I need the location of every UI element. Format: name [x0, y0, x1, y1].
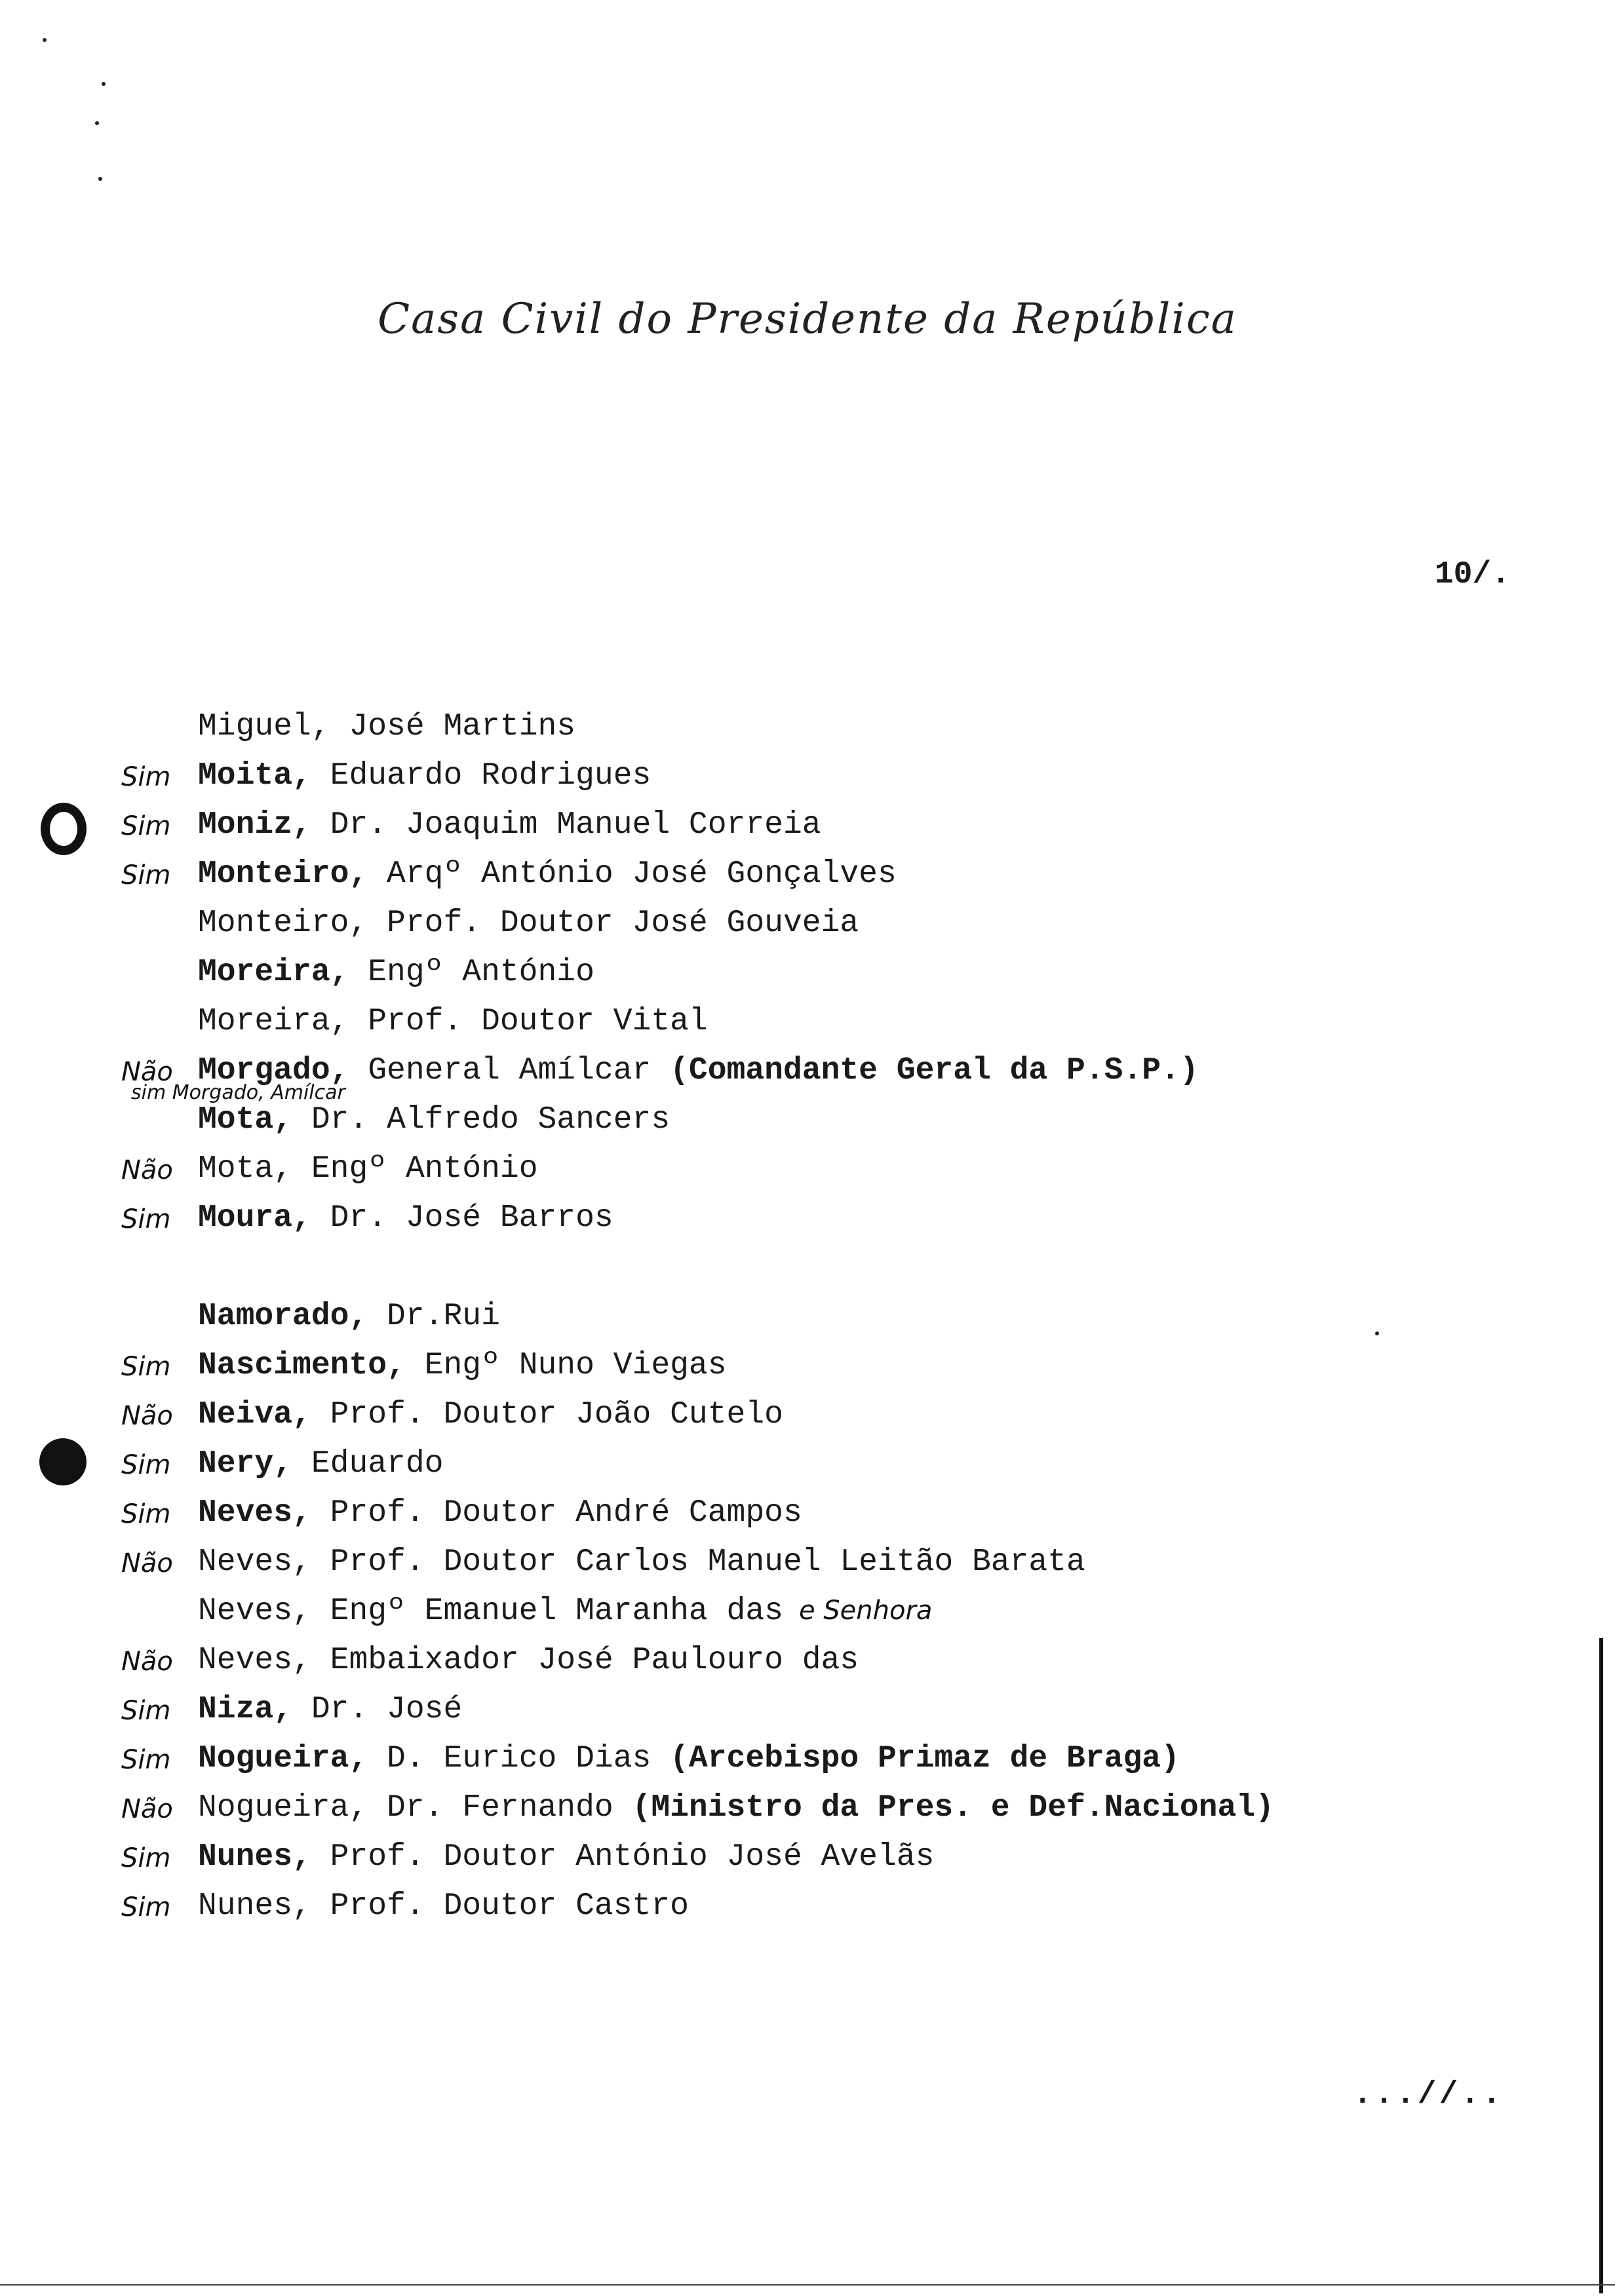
given-names: Prof. Doutor João Cutelo [311, 1397, 783, 1432]
scan-bottom-line [0, 2284, 1615, 2286]
list-item [198, 809, 821, 841]
handwritten-mark: Não [121, 1548, 173, 1578]
scan-speck [1375, 1331, 1379, 1335]
handwritten-mark: Sim [121, 1892, 171, 1923]
surname: Neves, [198, 1495, 311, 1531]
surname: Moreira, [198, 1004, 349, 1039]
given-names: Eduardo Rodrigues [311, 758, 652, 794]
handwritten-mark: Sim [121, 1745, 171, 1775]
scan-speck [95, 121, 99, 125]
list-item [198, 760, 651, 792]
surname: Nogueira, [198, 1790, 368, 1826]
continuation-mark: ...//.. [1353, 2077, 1504, 2113]
handwritten-mark: Sim [121, 1499, 171, 1529]
surname: Nascimento, [198, 1348, 406, 1383]
given-names: Prof. Doutor José Gouveia [368, 906, 859, 941]
handwritten-interline-note: sim Morgado, Amílcar [131, 1081, 345, 1104]
list-item [198, 1350, 727, 1381]
given-names: Dr. Joaquim Manuel Correia [311, 807, 821, 843]
given-names: Arqº António José Gonçalves [368, 856, 897, 892]
given-names: Prof. Doutor Carlos Manuel Leitão Barata [311, 1544, 1085, 1580]
role-note: (Ministro da Pres. e Def.Nacional) [632, 1790, 1274, 1826]
surname: Neves, [198, 1544, 311, 1580]
open-circle-mark [41, 803, 87, 855]
surname: Nogueira, [198, 1741, 368, 1776]
given-names: Dr. José Barros [311, 1200, 613, 1236]
list-item [198, 908, 859, 939]
given-names: Dr. Alfredo Sancers [292, 1102, 671, 1138]
handwritten-mark: Não [121, 1794, 173, 1824]
surname: Nunes, [198, 1888, 311, 1924]
given-names: Embaixador José Paulouro das [311, 1643, 859, 1678]
handwritten-mark: Sim [121, 1843, 171, 1873]
handwritten-mark: Sim [121, 1696, 171, 1726]
given-names: Prof. Doutor António José Avelãs [311, 1839, 935, 1875]
given-names: Engº Nuno Viegas [405, 1348, 727, 1383]
handwritten-mark: Sim [121, 811, 171, 841]
list-item [198, 1890, 689, 1922]
list-item [198, 1202, 613, 1234]
given-names: Engº António [349, 955, 594, 990]
given-names: Prof. Doutor André Campos [311, 1495, 802, 1531]
list-item [198, 1448, 443, 1480]
list-item [198, 1301, 500, 1332]
handwritten-mark: Não [121, 1401, 173, 1431]
surname: Moreira, [198, 955, 349, 990]
surname: Moita, [198, 758, 311, 794]
given-names: Prof. Doutor Vital [349, 1004, 708, 1039]
given-names: Dr.Rui [368, 1299, 500, 1334]
page-number: 10/. [1434, 557, 1510, 592]
surname: Mota, [198, 1151, 293, 1187]
given-names: Engº Emanuel Maranha das [311, 1594, 783, 1629]
surname: Neiva, [198, 1397, 311, 1432]
list-item [198, 1792, 1274, 1824]
scan-speck [98, 177, 102, 181]
given-names: José Martins [330, 709, 576, 744]
surname: Niza, [198, 1692, 293, 1727]
handwritten-mark: Sim [121, 762, 171, 792]
handwritten-mark: Sim [121, 860, 171, 890]
surname: Nunes, [198, 1839, 311, 1875]
surname: Neves, [198, 1594, 311, 1629]
list-item [198, 957, 594, 988]
surname: Neves, [198, 1643, 311, 1678]
list-item [198, 1546, 1085, 1578]
surname: Mota, [198, 1102, 293, 1138]
handwritten-mark: Não [121, 1647, 173, 1677]
given-names: Eduardo [292, 1446, 444, 1482]
list-item [198, 1055, 1199, 1086]
surname: Monteiro, [198, 856, 368, 892]
given-names: Engº António [292, 1151, 538, 1187]
surname: Moura, [198, 1200, 311, 1236]
handwritten-mark: Sim [121, 1352, 171, 1382]
handwritten-mark: Não [121, 1155, 173, 1185]
given-names: D. Eurico Dias [368, 1741, 671, 1776]
list-item [198, 1694, 462, 1725]
filled-circle-mark [39, 1438, 87, 1485]
letterhead: Casa Civil do Presidente da República [378, 295, 1237, 343]
scan-speck [43, 38, 47, 42]
given-names: Dr. José [292, 1692, 463, 1727]
surname: Nery, [198, 1446, 293, 1482]
surname: Miguel, [198, 709, 330, 744]
list-item [198, 1006, 708, 1037]
handwritten-mark: Não [121, 1057, 173, 1087]
scan-edge-line [1599, 1638, 1603, 2293]
list-item [198, 711, 575, 742]
scan-speck [102, 82, 106, 86]
list-item [198, 858, 897, 890]
handwritten-addition: e Senhora [798, 1596, 933, 1626]
list-item [198, 1645, 859, 1676]
given-names: General Amílcar [349, 1053, 671, 1088]
list-item [198, 1399, 783, 1430]
list-item [198, 1104, 670, 1136]
list-item [198, 1841, 934, 1873]
surname: Monteiro, [198, 906, 368, 941]
handwritten-mark: Sim [121, 1450, 171, 1480]
list-item [198, 1497, 802, 1529]
handwritten-mark: Sim [121, 1204, 171, 1234]
given-names: Prof. Doutor Castro [311, 1888, 689, 1924]
surname: Namorado, [198, 1299, 368, 1334]
given-names: Dr. Fernando [368, 1790, 632, 1826]
role-note: (Comandante Geral da P.S.P.) [670, 1053, 1199, 1088]
list-item [198, 1743, 1180, 1774]
list-item [198, 1596, 932, 1627]
list-item [198, 1153, 538, 1185]
surname: Morgado, [198, 1053, 349, 1088]
surname: Moniz, [198, 807, 311, 843]
role-note: (Arcebispo Primaz de Braga) [670, 1741, 1180, 1776]
